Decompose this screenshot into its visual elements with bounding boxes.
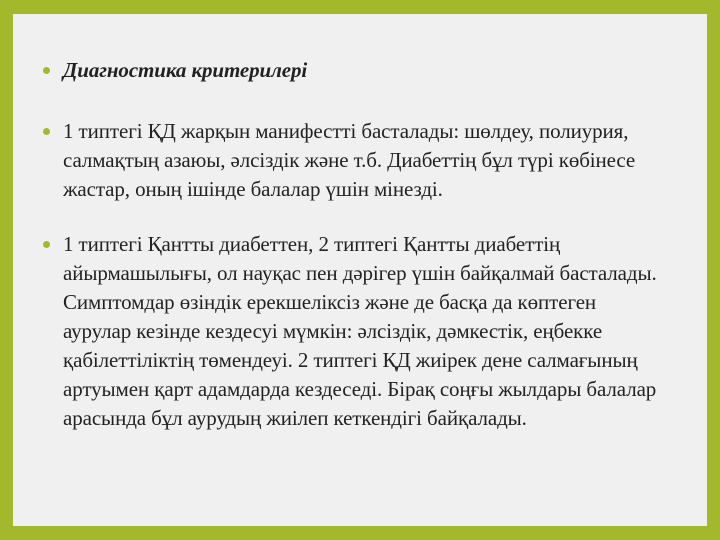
bullet-icon	[43, 241, 50, 248]
bullet-text: 1 типтегі Қантты диабеттен, 2 типтегі Қантты диабеттің айырмашылығы, ол науқас пен дәрігер үшін байқалмай басталады. Симптомдар өзіндік ерекшеліксіз және де басқа да көптеген аурулар кезінде кездесуі мүмкін: әлсіздік, дәмкестік, еңбекке қабілеттіліктің төмендеуі. 2 типтегі ҚД жиірек дене салмағының артуымен қарт адамдарда кездеседі. Бірақ соңғы жылдары балалар арасында бұл аурудың жиілеп кеткендігі байқалады.	[63, 232, 657, 430]
bullet-text: 1 типтегі ҚД жарқын манифестті басталады: шөлдеу, полиурия, салмақтың азаюы, әлсіздік және т.б. Диабеттің бұл түрі көбінесе жастар, оның ішінде балалар үшін мінезді.	[63, 119, 636, 201]
slide-content	[13, 14, 707, 526]
bullet-item-type1	[63, 117, 663, 204]
bullet-item-title	[63, 56, 663, 85]
bullet-icon	[43, 128, 50, 135]
bullet-icon	[43, 67, 50, 74]
slide-heading: Диагностика критерилері	[63, 58, 308, 82]
bullet-item-type2	[63, 230, 663, 433]
